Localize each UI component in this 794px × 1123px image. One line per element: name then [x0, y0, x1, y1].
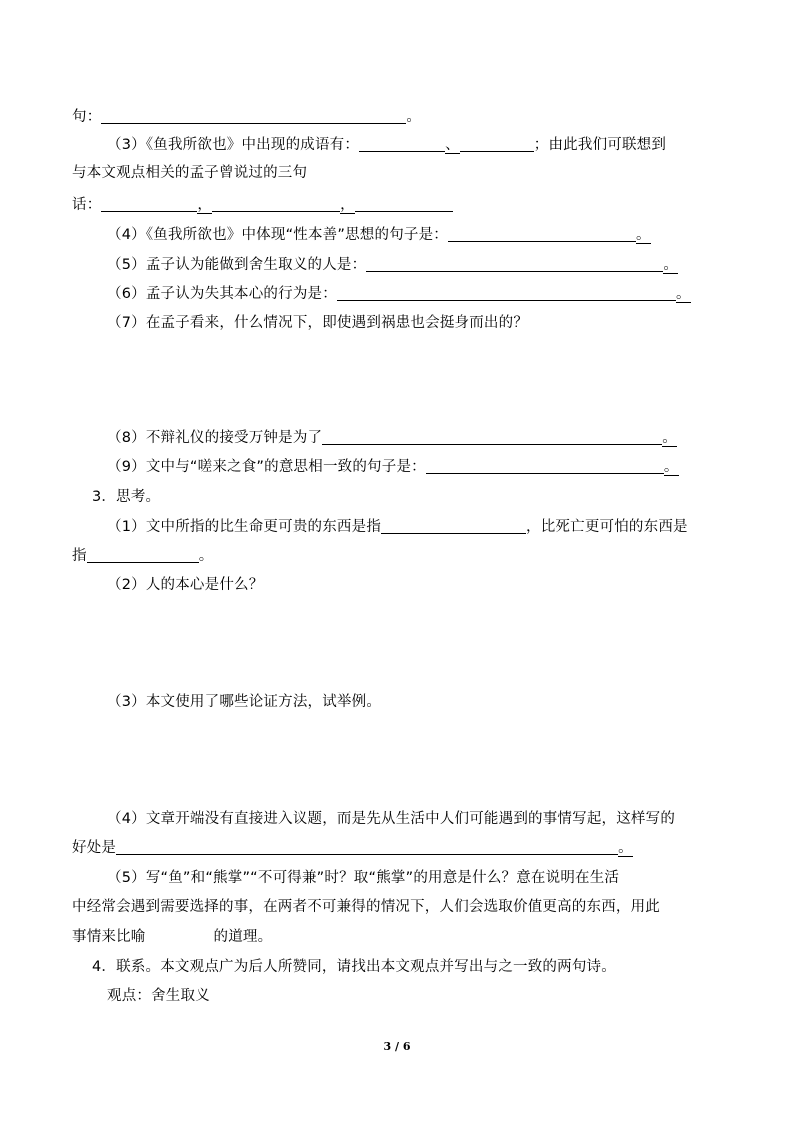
question-3-idioms: [107, 133, 666, 157]
text: （5）孟子认为能做到舍生取义的人是：: [107, 257, 367, 273]
text: （8）不辩礼仪的接受万钟是为了: [107, 430, 323, 446]
text: 4．联系。本文观点广为后人所赞同，请找出本文观点并写出与之一致的两句诗。: [92, 959, 616, 975]
think-question-5: [107, 866, 619, 890]
think-question-1: [107, 515, 688, 539]
text: 。: [675, 286, 691, 302]
text: 3．思考。: [92, 489, 161, 505]
think-question-4: [107, 807, 675, 831]
answer-blank[interactable]: [322, 426, 662, 445]
answer-blank[interactable]: [212, 193, 340, 212]
think-question-1-line-2: [72, 544, 213, 568]
think-question-2: [107, 573, 263, 597]
text: ，比死亡更可怕的东西是: [526, 519, 688, 535]
text: 句：: [72, 109, 102, 125]
viewpoint-line: [107, 984, 210, 1008]
answer-blank[interactable]: [426, 455, 664, 474]
text: （4）文章开端没有直接进入议题，而是先从生活中人们可能遇到的事情写起，这样写的: [107, 811, 676, 827]
page-number: 3 / 6: [383, 1040, 411, 1053]
text: （3）《鱼我所欲也》中出现的成语有：: [107, 137, 360, 153]
think-question-5-line-2: [72, 895, 660, 919]
text: 观点：舍生取义: [107, 988, 210, 1004]
text: 中经常会遇到需要选择的事，在两者不可兼得的情况下，人们会选取价值更高的东西，用此: [72, 899, 660, 915]
answer-blank[interactable]: [101, 193, 197, 212]
text: 。: [662, 430, 677, 446]
text: 事情来比喻: [72, 929, 146, 945]
answer-blank[interactable]: [448, 223, 636, 242]
text: （4）《鱼我所欲也》中体现“性本善”思想的句子是：: [107, 227, 448, 243]
section-3-heading: [92, 485, 160, 509]
text: 指: [72, 548, 87, 564]
answer-blank[interactable]: [460, 133, 534, 152]
answer-blank[interactable]: [381, 515, 526, 534]
question-3-line-3: [72, 193, 453, 217]
text: （7）在孟子看来，什么情况下，即使遇到祸患也会挺身而出的？: [107, 315, 529, 331]
answer-blank[interactable]: [87, 544, 199, 563]
question-9: [107, 455, 679, 479]
text: （5）写“鱼”和“熊掌”“不可得兼”时？取“熊掌”的用意是什么？意在说明在生活: [107, 870, 620, 886]
text: 。: [663, 459, 679, 475]
text: 话：: [72, 197, 102, 213]
answer-blank[interactable]: [101, 105, 406, 124]
text: ，: [197, 197, 213, 213]
text: （6）孟子认为失其本心的行为是：: [107, 286, 337, 302]
think-question-5-line-3: [72, 925, 272, 949]
text: 。: [618, 840, 633, 856]
question-4: [107, 223, 651, 247]
answer-blank[interactable]: [337, 282, 676, 301]
think-question-4-line-2: [72, 836, 633, 860]
question-7: [107, 311, 528, 335]
text: 好处是: [72, 840, 117, 856]
text: 。: [636, 227, 651, 243]
question-5: [107, 253, 678, 277]
think-question-3: [107, 690, 381, 714]
text: （1）文中所指的比生命更可贵的东西是指: [107, 519, 382, 535]
text: 的道理。: [213, 929, 273, 945]
answer-blank[interactable]: [146, 926, 214, 944]
text: （3）本文使用了哪些论证方法，试举例。: [107, 694, 382, 710]
text: 。: [406, 109, 422, 125]
text: （2）人的本心是什么？: [107, 577, 264, 593]
text: 。: [663, 257, 679, 273]
text: 、: [445, 137, 460, 153]
answer-blank[interactable]: [355, 193, 453, 212]
text: ；由此我们可联想到: [533, 137, 667, 153]
text: ，: [340, 197, 355, 213]
answer-blank[interactable]: [359, 133, 445, 152]
text: 与本文观点相关的孟子曾说过的三句: [72, 165, 308, 181]
question-3-line-2: [72, 161, 307, 185]
answer-blank[interactable]: [366, 253, 663, 272]
line-1-sentence: [72, 105, 421, 129]
answer-blank[interactable]: [116, 836, 618, 855]
section-4-heading: [92, 955, 616, 979]
question-6: [107, 282, 691, 306]
question-8: [107, 426, 677, 450]
text: （9）文中与“嗟来之食”的意思相一致的句子是：: [107, 459, 426, 475]
text: 。: [198, 548, 214, 564]
